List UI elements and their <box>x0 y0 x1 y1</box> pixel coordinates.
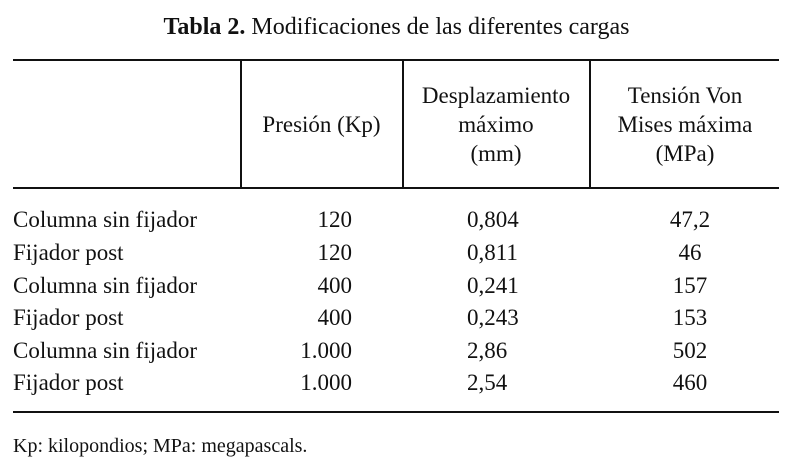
row-desplazamiento: 0,804 <box>467 207 519 232</box>
row-tension: 157 <box>672 273 708 298</box>
row-label: Fijador post <box>13 240 124 265</box>
row-desplazamiento: 0,241 <box>467 273 519 298</box>
row-label: Columna sin fijador <box>13 273 197 298</box>
row-tension: 502 <box>672 338 708 363</box>
row-label: Columna sin fijador <box>13 338 197 363</box>
row-presion: 1.000 <box>300 338 352 363</box>
table-footnote: Kp: kilopondios; MPa: megapascals. <box>13 435 308 457</box>
table-top-rule <box>13 59 779 61</box>
header-tension-line: (MPa) <box>655 140 715 166</box>
row-desplazamiento: 0,243 <box>467 305 519 330</box>
header-desplazamiento-line: (mm) <box>470 140 522 166</box>
header-desplazamiento-line: Desplazamiento <box>421 82 571 108</box>
row-presion: 120 <box>317 207 352 232</box>
row-tension: 153 <box>672 305 708 330</box>
header-desplazamiento-line: máximo <box>458 111 534 137</box>
row-tension: 47,2 <box>669 207 711 232</box>
row-desplazamiento: 2,54 <box>467 370 508 395</box>
header-presion-text: Presión (Kp) <box>262 111 381 137</box>
row-label: Fijador post <box>13 370 124 395</box>
table-caption <box>0 12 793 42</box>
row-label: Fijador post <box>13 305 124 330</box>
row-presion: 120 <box>317 240 352 265</box>
row-desplazamiento: 0,811 <box>467 240 518 265</box>
row-desplazamiento: 2,86 <box>467 338 508 363</box>
table-bottom-rule <box>13 411 779 413</box>
header-bottom-rule <box>13 187 779 189</box>
table-caption-label: Tabla 2. <box>163 14 246 40</box>
header-presion <box>242 62 401 186</box>
table-caption-text: Modificaciones de las diferentes cargas <box>251 14 630 40</box>
header-tension-line: Mises máxima <box>617 111 753 137</box>
header-tension-line: Tensión Von <box>627 82 743 108</box>
row-label: Columna sin fijador <box>13 207 197 232</box>
header-tension <box>591 62 779 186</box>
row-presion: 400 <box>317 305 352 330</box>
row-presion: 1.000 <box>300 370 352 395</box>
row-tension: 46 <box>678 240 702 265</box>
row-presion: 400 <box>317 273 352 298</box>
row-tension: 460 <box>672 370 708 395</box>
header-desplazamiento <box>404 62 588 186</box>
